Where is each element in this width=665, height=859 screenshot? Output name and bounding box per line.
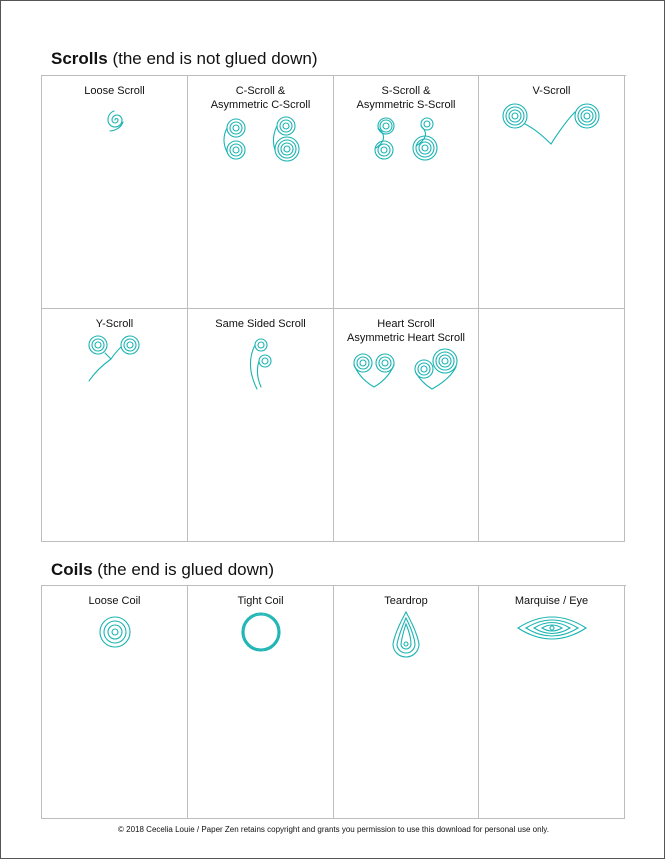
y-scroll-icon xyxy=(75,333,155,389)
scrolls-grid xyxy=(41,75,626,542)
heart-scroll-icon xyxy=(346,347,466,397)
cell-label-2: Asymmetric S-Scroll xyxy=(356,99,456,111)
coils-section-title xyxy=(51,560,274,580)
cell-label: S-Scroll & xyxy=(381,85,431,97)
cell-label-2: Asymmetric Heart Scroll xyxy=(347,332,465,344)
cell-teardrop xyxy=(334,586,479,819)
cell-s-scroll xyxy=(334,76,479,309)
same-sided-scroll-icon xyxy=(231,333,291,393)
scrolls-heading: Scrolls xyxy=(51,49,108,68)
cell-label-2: Asymmetric C-Scroll xyxy=(210,99,311,111)
coils-subheading: (the end is glued down) xyxy=(97,560,275,579)
cell-label: Same Sided Scroll xyxy=(215,318,306,330)
cell-c-scroll xyxy=(188,76,334,309)
cell-y-scroll xyxy=(42,309,188,542)
cell-label: C-Scroll & xyxy=(235,85,286,97)
marquise-eye-icon xyxy=(512,610,592,650)
cell-same-sided-scroll xyxy=(188,309,334,542)
cell-tight-coil xyxy=(188,586,334,819)
scrolls-section-title xyxy=(51,49,318,69)
cell-label: Y-Scroll xyxy=(95,318,134,330)
cell-label: Heart Scroll xyxy=(377,318,435,330)
cell-marquise-eye xyxy=(479,586,625,819)
loose-scroll-icon xyxy=(90,100,140,140)
cell-heart-scroll xyxy=(334,309,479,542)
copyright-footer: © 2018 Cecelia Louie / Paper Zen retains copyright and grants you permission to use this download for personal use only. xyxy=(118,825,549,834)
teardrop-icon xyxy=(381,610,431,666)
cell-label: Marquise / Eye xyxy=(514,595,589,607)
cell-loose-coil xyxy=(42,586,188,819)
scrolls-subheading: (the end is not glued down) xyxy=(112,49,318,68)
cell-label: Tight Coil xyxy=(237,595,284,607)
coils-grid xyxy=(41,585,626,819)
c-scroll-icon xyxy=(211,114,311,168)
cell-label: Loose Coil xyxy=(88,595,141,607)
coils-heading: Coils xyxy=(51,560,93,579)
loose-coil-icon xyxy=(90,610,140,656)
cell-empty xyxy=(479,309,625,542)
s-scroll-icon xyxy=(356,114,456,168)
cell-label: V-Scroll xyxy=(532,85,571,97)
tight-coil-icon xyxy=(236,610,286,656)
cell-v-scroll xyxy=(479,76,625,309)
cell-label: Loose Scroll xyxy=(84,85,145,97)
cell-loose-scroll xyxy=(42,76,188,309)
v-scroll-icon xyxy=(497,100,607,150)
cell-label: Teardrop xyxy=(384,595,428,607)
